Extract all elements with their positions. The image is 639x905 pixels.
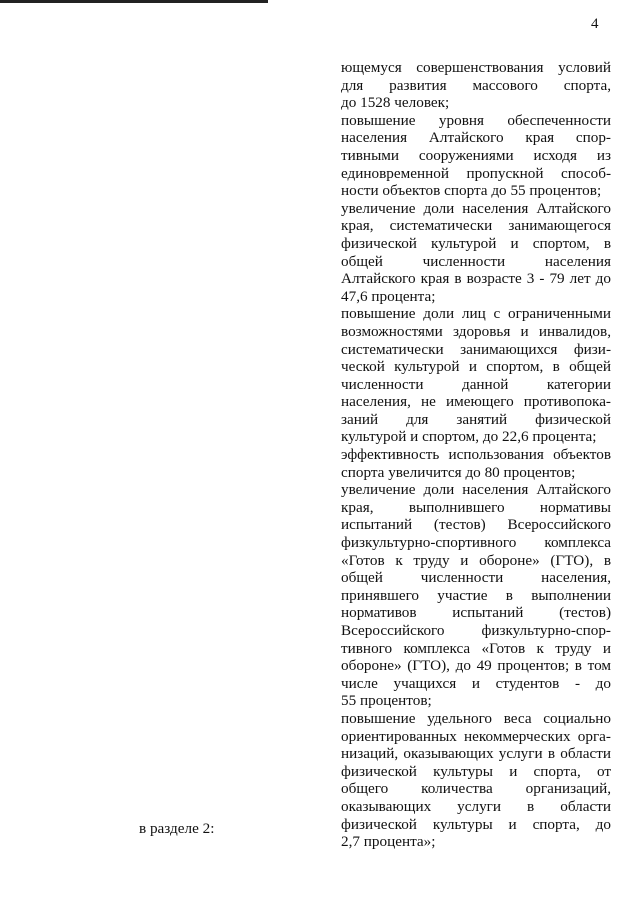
top-rule	[0, 0, 268, 3]
text-line: населения, не имеющего противопока-	[341, 393, 611, 411]
body-text-column	[341, 59, 611, 851]
text-line: 55 процентов;	[341, 692, 432, 710]
text-line: физкультурно-спортивного комплекса	[341, 534, 611, 552]
text-line: ориентированных некоммерческих орга-	[341, 727, 611, 745]
text-line: повышение доли лиц с ограниченными	[341, 305, 611, 323]
text-line: края, выполнившего нормативы	[341, 498, 611, 516]
text-line: для развития массового спорта,	[341, 76, 611, 94]
text-line: населения Алтайского края спор-	[341, 129, 611, 147]
text-line: увеличение доли населения Алтайского	[341, 481, 611, 499]
text-line: физической культуры и спорта, до	[341, 815, 611, 833]
text-line: числе учащихся и студентов - до	[341, 674, 611, 692]
text-line: низаций, оказывающих услуги в области	[341, 745, 611, 763]
text-line: 47,6 процента;	[341, 287, 436, 305]
text-line: физической культуры и спорта, от	[341, 762, 611, 780]
text-line: Всероссийского физкультурно-спор-	[341, 622, 611, 639]
text-line: до 1528 человек;	[341, 94, 450, 112]
text-line: заний для занятий физической	[341, 410, 611, 428]
text-line: увеличение доли населения Алтайского	[341, 199, 611, 217]
text-line: общего количества организаций,	[341, 780, 611, 798]
page-number: 4	[591, 16, 599, 32]
text-line: обороне» (ГТО), до 49 процентов; в том	[341, 657, 611, 675]
text-line: принявшего участие в выполнении	[341, 586, 611, 604]
text-line: тивного комплекса «Готов к труду и	[341, 639, 611, 657]
text-line: испытаний (тестов) Всероссийского	[341, 516, 611, 534]
text-line: культурой и спортом, до 22,6 процента;	[341, 428, 597, 446]
text-line: возможностями здоровья и инвалидов,	[341, 322, 611, 340]
text-line: ности объектов спорта до 55 процентов;	[341, 182, 602, 200]
text-line: единовременной пропускной способ-	[341, 164, 611, 182]
text-line: «Готов к труду и обороне» (ГТО), в	[341, 551, 611, 569]
text-line: 2,7 процента»;	[341, 833, 436, 851]
text-line: систематически занимающихся физи-	[341, 340, 611, 358]
text-line: эффективность использования объектов	[341, 446, 611, 464]
text-line: спорта увеличится до 80 процентов;	[341, 463, 576, 481]
text-line: ющемуся совершенствования условий	[341, 59, 611, 76]
text-line: тивными сооружениями исходя из	[341, 146, 611, 164]
text-line: ческой культурой и спортом, в общей	[341, 358, 611, 376]
text-line: нормативов испытаний (тестов)	[341, 604, 611, 622]
section-reference: в разделе 2:	[139, 820, 215, 837]
text-line: оказывающих услуги в области	[341, 797, 611, 815]
text-line: края, систематически занимающегося	[341, 217, 611, 235]
text-line: повышение уровня обеспеченности	[341, 111, 611, 129]
text-line: общей численности населения	[341, 252, 611, 270]
text-line: численности данной категории	[341, 375, 611, 393]
text-line: повышение удельного веса социально	[341, 709, 611, 727]
text-line: общей численности населения,	[341, 569, 611, 587]
text-line: физической культурой и спортом, в	[341, 234, 611, 252]
text-line: Алтайского края в возрасте 3 - 79 лет до	[341, 270, 611, 288]
